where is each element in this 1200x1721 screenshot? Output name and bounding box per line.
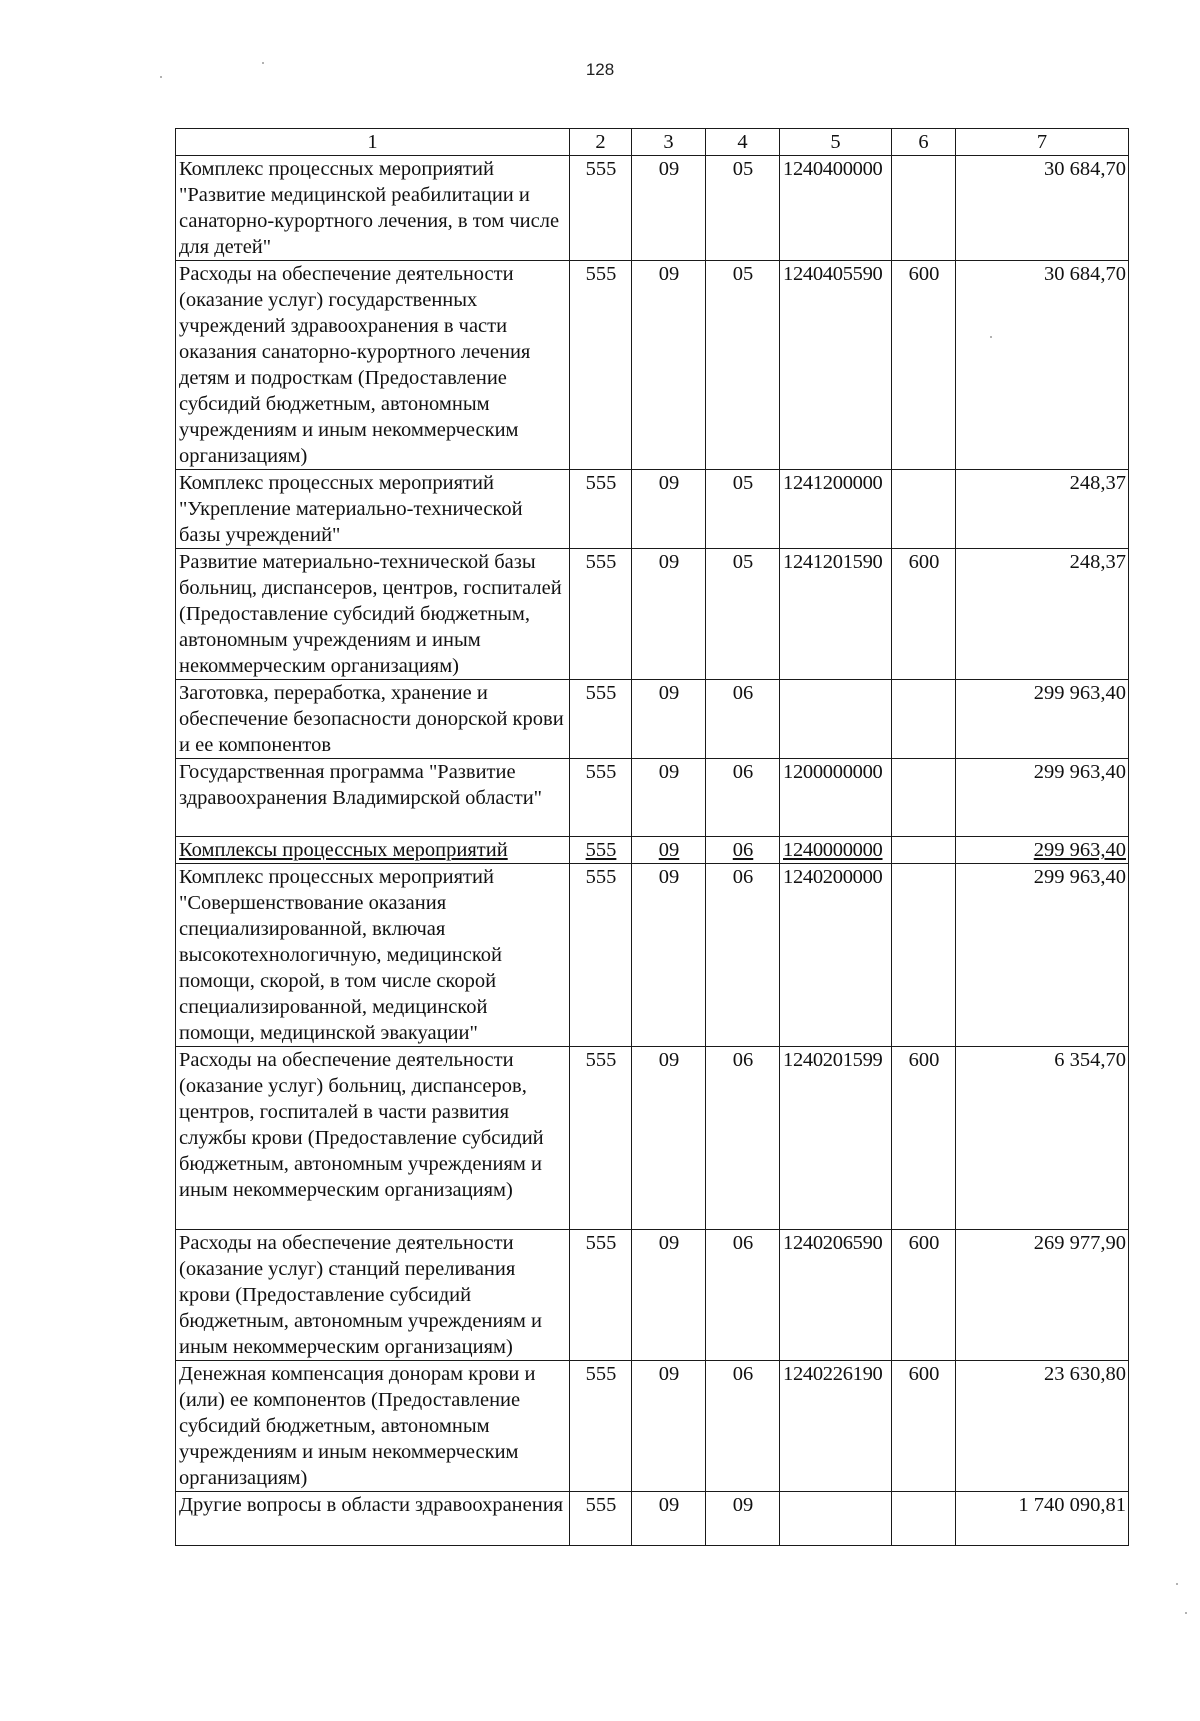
- column-header: 1: [176, 129, 570, 156]
- table-row: [176, 864, 1129, 1047]
- row-target-article: 1241201590: [780, 549, 892, 680]
- row-name: Денежная компенсация донорам крови и (или) ее компонентов (Предоставление субсидий бюджетным, автономным учреждениям и иным некоммерческим организациям): [176, 1361, 570, 1492]
- row-target-article: 1240400000: [780, 156, 892, 261]
- column-header: 2: [570, 129, 632, 156]
- row-subsection: 06: [706, 1361, 780, 1492]
- row-name: Развитие материально-технической базы больниц, диспансеров, центров, госпиталей (Предоставление субсидий бюджетным, автономным учреждениям и иным некоммерческим организациям): [176, 549, 570, 680]
- row-amount: 30 684,70: [956, 156, 1129, 261]
- row-subsection: 05: [706, 549, 780, 680]
- row-ministry-code: 555: [570, 1492, 632, 1546]
- row-ministry-code: 555: [570, 470, 632, 549]
- row-amount: 299 963,40: [956, 680, 1129, 759]
- row-name: Комплекс процессных мероприятий "Развитие медицинской реабилитации и санаторно-курортного лечения, в том числе для детей": [176, 156, 570, 261]
- row-expense-type: [892, 470, 956, 549]
- row-ministry-code: 555: [570, 1230, 632, 1361]
- row-target-article: 1240201599: [780, 1047, 892, 1230]
- row-amount: 23 630,80: [956, 1361, 1129, 1492]
- row-amount: 248,37: [956, 470, 1129, 549]
- column-header: 5: [780, 129, 892, 156]
- row-section: 09: [632, 1361, 706, 1492]
- row-amount: 248,37: [956, 549, 1129, 680]
- table-row: [176, 156, 1129, 261]
- row-target-article: 1240405590: [780, 261, 892, 470]
- row-subsection: 06: [706, 1047, 780, 1230]
- table-row: [176, 470, 1129, 549]
- row-expense-type: 600: [892, 1230, 956, 1361]
- row-expense-type: [892, 680, 956, 759]
- row-ministry-code: [570, 837, 632, 864]
- row-amount-text: 299 963,40: [1033, 839, 1126, 861]
- row-expense-type: [892, 864, 956, 1047]
- row-subsection: 09: [706, 1492, 780, 1546]
- row-amount: 299 963,40: [956, 759, 1129, 837]
- row-amount: 269 977,90: [956, 1230, 1129, 1361]
- row-expense-type: [892, 1492, 956, 1546]
- row-name: Комплекс процессных мероприятий "Совершенствование оказания специализированной, включая высокотехнологичную, медицинской помощи, скорой, в том числе скорой специализированной, медицинской помощи, медицинской эвакуации": [176, 864, 570, 1047]
- budget-table: [175, 128, 1129, 1546]
- header-row: [176, 129, 1129, 156]
- row-subsection: 05: [706, 156, 780, 261]
- table-row: [176, 1047, 1129, 1230]
- scan-speck: [1185, 1612, 1187, 1614]
- row-name: Комплекс процессных мероприятий "Укрепление материально-технической базы учреждений": [176, 470, 570, 549]
- table-row: [176, 261, 1129, 470]
- table-row: [176, 1230, 1129, 1361]
- row-target-article: 1240206590: [780, 1230, 892, 1361]
- table-row: [176, 1492, 1129, 1546]
- row-target-article: 1240226190: [780, 1361, 892, 1492]
- row-expense-type: [892, 759, 956, 837]
- row-section: 09: [632, 470, 706, 549]
- row-amount: 299 963,40: [956, 864, 1129, 1047]
- row-amount: 30 684,70: [956, 261, 1129, 470]
- column-header: 3: [632, 129, 706, 156]
- row-expense-type: [892, 156, 956, 261]
- column-header: 4: [706, 129, 780, 156]
- row-section: 09: [632, 549, 706, 680]
- table-row: [176, 549, 1129, 680]
- row-subsection: 06: [706, 759, 780, 837]
- table-row: [176, 759, 1129, 837]
- row-name: Заготовка, переработка, хранение и обеспечение безопасности донорской крови и ее компонентов: [176, 680, 570, 759]
- row-ministry-code: 555: [570, 261, 632, 470]
- scan-speck: [160, 76, 162, 78]
- row-section: 09: [632, 261, 706, 470]
- row-section: 09: [632, 1047, 706, 1230]
- row-amount: [956, 837, 1129, 864]
- scan-speck: [1176, 1583, 1178, 1585]
- row-ministry-code: 555: [570, 1361, 632, 1492]
- row-ministry-code: 555: [570, 549, 632, 680]
- row-ministry-code: 555: [570, 680, 632, 759]
- row-subsection: 06: [706, 1230, 780, 1361]
- row-target-article: 1200000000: [780, 759, 892, 837]
- row-name: Другие вопросы в области здравоохранения: [176, 1492, 570, 1546]
- row-ministry-code-text: 555: [585, 839, 617, 861]
- row-name: Расходы на обеспечение деятельности (оказание услуг) станций переливания крови (Предоставление субсидий бюджетным, автономным учреждениям и иным некоммерческим организациям): [176, 1230, 570, 1361]
- row-name: Расходы на обеспечение деятельности (оказание услуг) государственных учреждений здравоохранения в части оказания санаторно-курортного лечения детям и подросткам (Предоставление субсидий бюджетным, автономным учреждениям и иным некоммерческим организациям): [176, 261, 570, 470]
- table-row: [176, 1361, 1129, 1492]
- column-header: 6: [892, 129, 956, 156]
- row-section: 09: [632, 1230, 706, 1361]
- row-target-article: 1241200000: [780, 470, 892, 549]
- row-ministry-code: 555: [570, 1047, 632, 1230]
- row-section: 09: [632, 864, 706, 1047]
- row-section: 09: [632, 680, 706, 759]
- table-row: [176, 680, 1129, 759]
- row-section: 09: [632, 156, 706, 261]
- row-target-article: 1240200000: [780, 864, 892, 1047]
- row-ministry-code: 555: [570, 759, 632, 837]
- page-number: 128: [585, 60, 615, 79]
- row-expense-type: 600: [892, 549, 956, 680]
- row-section: [632, 837, 706, 864]
- row-target-article: [780, 1492, 892, 1546]
- row-ministry-code: 555: [570, 864, 632, 1047]
- row-subsection: 05: [706, 470, 780, 549]
- scan-speck: [262, 62, 264, 64]
- row-target-article: [780, 837, 892, 864]
- row-expense-type: [892, 837, 956, 864]
- row-subsection: 05: [706, 261, 780, 470]
- row-ministry-code: 555: [570, 156, 632, 261]
- row-section-text: 09: [658, 839, 680, 861]
- row-section: 09: [632, 759, 706, 837]
- row-subsection: [706, 837, 780, 864]
- row-expense-type: 600: [892, 1361, 956, 1492]
- row-name: Государственная программа "Развитие здравоохранения Владимирской области": [176, 759, 570, 837]
- column-header: 7: [956, 129, 1129, 156]
- row-target-article-text: 1240000000: [783, 839, 883, 861]
- row-subsection-text: 06: [732, 839, 754, 861]
- row-subsection: 06: [706, 864, 780, 1047]
- row-expense-type: 600: [892, 1047, 956, 1230]
- row-name: [176, 837, 570, 864]
- row-name: Расходы на обеспечение деятельности (оказание услуг) больниц, диспансеров, центров, госпиталей в части развития службы крови (Предоставление субсидий бюджетным, автономным учреждениям и иным некоммерческим организациям): [176, 1047, 570, 1230]
- row-section: 09: [632, 1492, 706, 1546]
- row-subsection: 06: [706, 680, 780, 759]
- row-amount: 6 354,70: [956, 1047, 1129, 1230]
- row-amount: 1 740 090,81: [956, 1492, 1129, 1546]
- table-row: [176, 837, 1129, 864]
- row-expense-type: 600: [892, 261, 956, 470]
- row-target-article: [780, 680, 892, 759]
- row-name-text: Комплексы процессных мероприятий: [179, 839, 508, 861]
